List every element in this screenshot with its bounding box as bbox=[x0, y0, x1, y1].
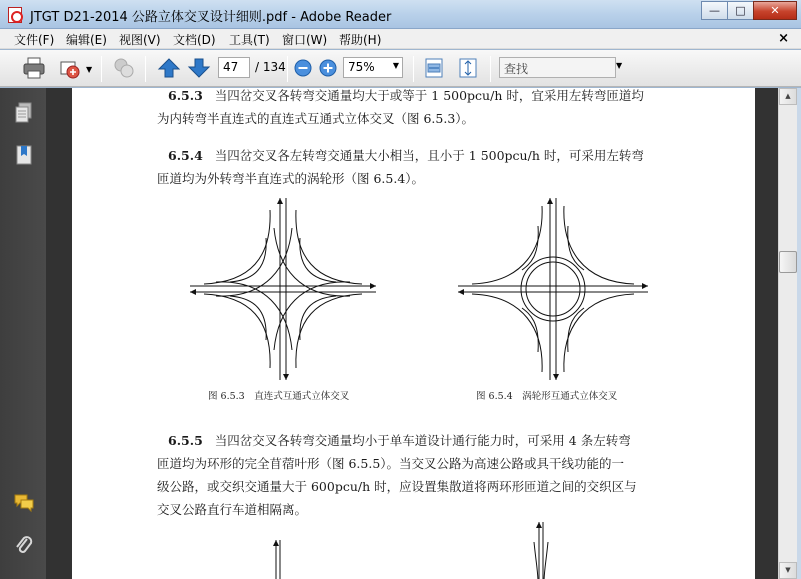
figure-6-5-4-interchange-diagram bbox=[458, 198, 648, 380]
section-number: 6.5.3 bbox=[168, 88, 203, 103]
figure-6-5-3-interchange-diagram bbox=[190, 198, 376, 380]
window-controls bbox=[701, 1, 797, 20]
toolbar-separator bbox=[101, 56, 102, 82]
document-view[interactable] bbox=[46, 88, 778, 579]
figure-6-5-4-caption: 图 6.5.4 涡轮形互通式立体交叉 bbox=[476, 391, 618, 402]
section-number: 6.5.4 bbox=[168, 148, 203, 163]
adobe-reader-icon bbox=[8, 7, 22, 23]
menu-view[interactable]: 视图(V) bbox=[119, 33, 161, 47]
scrollbar-thumb[interactable] bbox=[779, 251, 797, 273]
menu-document[interactable]: 文档(D) bbox=[173, 33, 216, 47]
zoom-dropdown-icon: ▼ bbox=[392, 61, 399, 70]
prev-page-icon[interactable] bbox=[157, 56, 181, 80]
paragraph-line: 级公路，或交织交通量大于 600pcu/h 时，应设置集散道将两环形匝道之间的交织区与 bbox=[157, 479, 637, 494]
close-button[interactable]: ✕ bbox=[753, 1, 797, 20]
toolbar bbox=[0, 50, 801, 87]
title-bar bbox=[0, 0, 801, 29]
print-icon[interactable] bbox=[22, 56, 46, 80]
search-dropdown-icon[interactable]: ▼ bbox=[616, 61, 623, 70]
bookmarks-icon[interactable] bbox=[14, 144, 34, 166]
figure-6-5-3-caption: 图 6.5.3 直连式互通式立体交叉 bbox=[208, 391, 350, 402]
pdf-page bbox=[72, 88, 755, 579]
paragraph-line: 匝道均为环形的完全苜蓿叶形（图 6.5.5）。当交叉公路为高速公路或具干线功能的一 bbox=[157, 456, 625, 471]
attachments-icon[interactable] bbox=[14, 534, 34, 556]
next-page-icon[interactable] bbox=[187, 56, 211, 80]
pages-icon[interactable] bbox=[14, 102, 34, 124]
page-number-input[interactable]: 47 bbox=[218, 57, 250, 78]
vertical-scrollbar[interactable] bbox=[778, 88, 797, 579]
window-title: JTGT D21-2014 公路立体交叉设计细则.pdf - Adobe Reader bbox=[30, 10, 392, 25]
comments-icon[interactable] bbox=[14, 492, 34, 514]
menu-help[interactable]: 帮助(H) bbox=[339, 33, 382, 47]
paragraph-line: 为内转弯半直连式的直连式互通式立体交叉（图 6.5.3）。 bbox=[157, 111, 475, 126]
paragraph-line: 当四岔交叉各转弯交通量均大于或等于 1 500pcu/h 时，宜采用左转弯匝道均 bbox=[214, 88, 644, 103]
figure-6-5-5-partial bbox=[268, 540, 288, 579]
email-dropdown-icon[interactable]: ▼ bbox=[86, 65, 93, 74]
search-input[interactable]: 查找 bbox=[499, 57, 616, 78]
maximize-button[interactable]: □ bbox=[727, 1, 754, 20]
menu-window[interactable]: 窗口(W) bbox=[282, 33, 328, 47]
paragraph-6-5-3 bbox=[168, 88, 644, 107]
paragraph-line: 交叉公路直行车道相隔离。 bbox=[157, 502, 308, 517]
zoom-out-icon[interactable] bbox=[293, 58, 313, 78]
menu-bar bbox=[0, 29, 801, 49]
email-icon[interactable] bbox=[58, 56, 82, 80]
zoom-level-select[interactable] bbox=[343, 57, 403, 78]
figure-6-5-6-partial bbox=[526, 522, 556, 579]
zoom-in-icon[interactable] bbox=[318, 58, 338, 78]
toolbar-separator bbox=[413, 56, 414, 82]
minimize-button[interactable]: — bbox=[701, 1, 728, 20]
fit-page-icon[interactable] bbox=[456, 56, 480, 80]
toolbar-separator bbox=[287, 56, 288, 82]
toolbar-separator bbox=[145, 56, 146, 82]
paragraph-6-5-5 bbox=[168, 429, 631, 452]
paragraph-6-5-4 bbox=[168, 144, 644, 167]
zoom-level-value: 75% bbox=[348, 60, 375, 74]
scroll-up-icon[interactable]: ▲ bbox=[779, 88, 797, 105]
paragraph-line: 匝道均为外转弯半直连式的涡轮形（图 6.5.4）。 bbox=[157, 171, 425, 186]
section-number: 6.5.5 bbox=[168, 433, 203, 448]
menu-file[interactable]: 文件(F) bbox=[14, 33, 55, 47]
collaborate-icon[interactable] bbox=[112, 56, 136, 80]
window-frame-edge bbox=[797, 88, 801, 579]
scroll-down-icon[interactable]: ▼ bbox=[779, 562, 797, 579]
paragraph-line: 当四岔交叉各左转弯交通量大小相当，且小于 1 500pcu/h 时，可采用左转弯 bbox=[214, 148, 644, 163]
paragraph-line: 当四岔交叉各转弯交通量均小于单车道设计通行能力时，可采用 4 条左转弯 bbox=[214, 433, 631, 448]
toolbar-separator bbox=[490, 56, 491, 82]
menu-edit[interactable]: 编辑(E) bbox=[66, 33, 107, 47]
close-document-button[interactable]: × bbox=[778, 31, 789, 46]
navigation-pane bbox=[0, 88, 46, 579]
page-total: / 134 bbox=[255, 60, 286, 74]
menu-tools[interactable]: 工具(T) bbox=[229, 33, 270, 47]
fit-width-icon[interactable] bbox=[422, 56, 446, 80]
